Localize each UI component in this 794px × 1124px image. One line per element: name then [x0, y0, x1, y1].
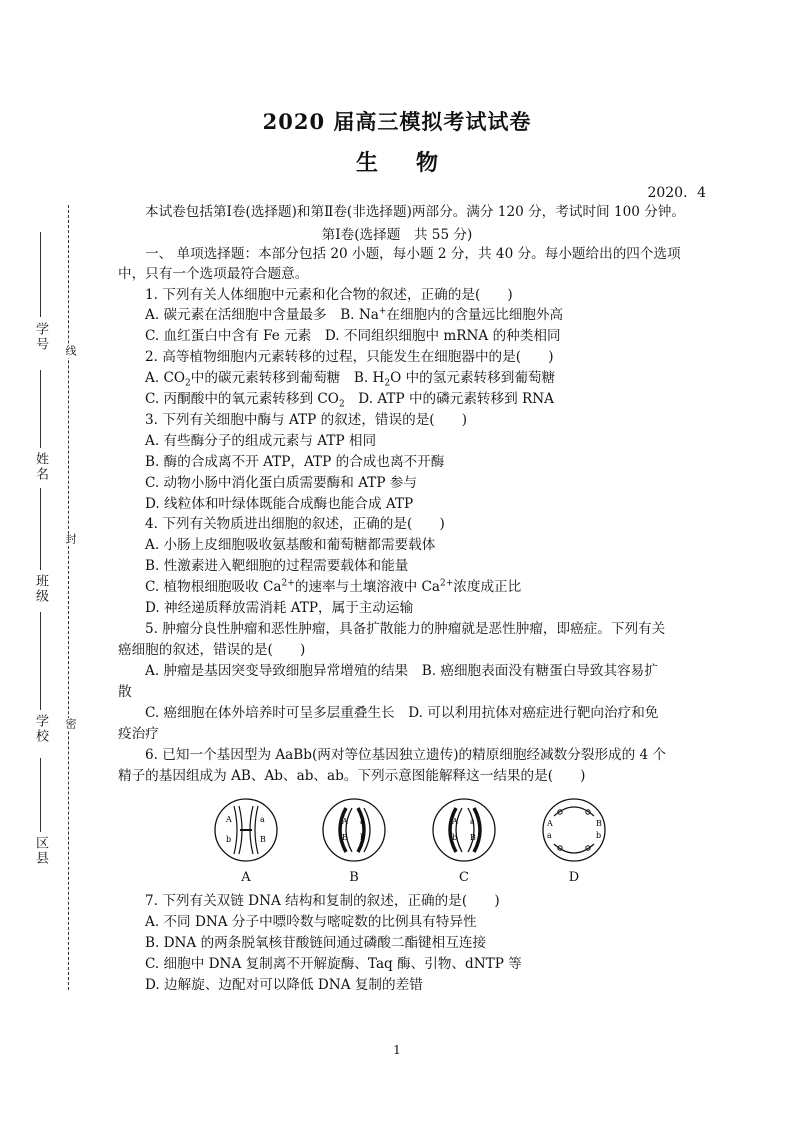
margin-quxian-blank [40, 758, 41, 832]
q1-options-ab [145, 305, 745, 325]
binding-dashed-line [68, 205, 69, 990]
margin-xuexiao-label: 学校 [33, 714, 48, 744]
gene-label: b [360, 833, 366, 842]
q6-diagram-c [430, 796, 498, 864]
margin-banji-blank [40, 488, 41, 570]
gene-label: B [470, 833, 476, 842]
margin-banji-label: 班级 [33, 574, 48, 604]
subject-title: 生物 [355, 150, 476, 176]
q7-option-d: D. 边解旋、边配对可以降低 DNA 复制的差错 [145, 977, 423, 993]
q6-diagram-b [320, 796, 388, 864]
q2-stem: 2. 高等植物细胞内元素转移的过程，只能发生在细胞器中的是( ) [145, 349, 554, 365]
margin-xuehao-blank [40, 232, 41, 317]
q3-option-d: D. 线粒体和叶绿体既能合成酶也能合成 ATP [145, 496, 414, 512]
exam-date: 2020．4 [647, 185, 706, 201]
q4-option-b: B. 性激素进入靶细胞的过程需要载体和能量 [145, 558, 409, 574]
q6-diagram-d [540, 796, 608, 864]
gene-label: a [547, 831, 552, 840]
margin-mi-mark: 密 [64, 718, 77, 731]
q6-diagram-a [212, 796, 280, 864]
section1-line1: 一、 单项选择题：本部分包括 20 小题，每小题 2 分，共 40 分。每小题给出的四个选项 [145, 246, 681, 262]
q2-option-c: C. 丙酮酸中的氧元素转移到 $CO_2$ [145, 391, 345, 410]
q1-option-d: D. 不同组织细胞中 mRNA 的种类相同 [324, 328, 561, 344]
gene-label: B [596, 819, 602, 828]
section1-line2: 中，只有一个选项最符合题意。 [118, 266, 309, 282]
q4-option-d: D. 神经递质释放需消耗 ATP，属于主动运输 [145, 600, 414, 616]
q3-stem: 3. 下列有关细胞中酶与 ATP 的叙述，错误的是( ) [145, 412, 468, 428]
q7-stem: 7. 下列有关双链 DNA 结构和复制的叙述，正确的是( ) [145, 893, 500, 909]
margin-xingming-blank [40, 370, 41, 448]
gene-label: b [226, 835, 232, 844]
q1-options-cd [145, 326, 745, 346]
q2-option-a: A. $CO_2$中的碳元素转移到葡萄糖 [145, 370, 341, 389]
gene-label: b [452, 833, 458, 842]
q6-label-b: B [349, 870, 359, 885]
q6-label-d: D [568, 870, 580, 885]
margin-xuexiao-blank [40, 612, 41, 710]
part1-title: 第Ⅰ卷(选择题 共 55 分) [321, 227, 473, 243]
margin-xian-mark: 线 [64, 345, 77, 358]
gene-label: A [452, 817, 458, 826]
gene-label: A [547, 819, 553, 828]
q5-stem-line2: 癌细胞的叙述，错误的是( ) [118, 642, 306, 658]
q1-option-c: C. 血红蛋白中含有 Fe 元素 [145, 328, 312, 344]
q4-option-a: A. 小肠上皮细胞吸收氨基酸和葡萄糖都需要载体 [145, 537, 436, 553]
q2-option-b: B. $H_2O$ 中的氢元素转移到葡萄糖 [353, 370, 556, 389]
q6-label-c: C [459, 870, 469, 885]
q3-option-a: A. 有些酶分子的组成元素与 ATP 相同 [145, 433, 377, 449]
q1-option-b: B. Na+在细胞内的含量远比细胞外高 [340, 306, 564, 323]
q4-stem: 4. 下列有关物质进出细胞的叙述，正确的是( ) [145, 516, 445, 532]
q3-option-b: B. 酶的合成离不开 ATP，ATP 的合成也离不开酶 [145, 454, 445, 470]
gene-label: a [360, 817, 365, 826]
gene-label: b [596, 831, 602, 840]
q5-options-ab-line2: 散 [118, 684, 132, 700]
q7-option-c: C. 细胞中 DNA 复制离不开解旋酶、Taq 酶、引物、dNTP 等 [145, 956, 522, 972]
q6-label-a: A [241, 870, 251, 885]
q6-stem-line2: 精子的基因组成为 AB、Ab、ab、ab。下列示意图能解释这一结果的是( ) [118, 768, 586, 784]
q2-option-d: D. ATP 中的磷元素转移到 RNA [358, 391, 554, 407]
q7-option-b: B. DNA 的两条脱氧核苷酸链间通过磷酸二酯键相互连接 [145, 935, 487, 951]
gene-label: B [342, 833, 348, 842]
gene-label: A [226, 815, 232, 824]
q1-option-a: A. 碳元素在活细胞中含量最多 [145, 307, 327, 323]
gene-label: A [342, 817, 348, 826]
q5-options-ab-line1: A. 肿瘤是基因突变导致细胞异常增殖的结果 B. 癌细胞表面没有糖蛋白导致其容易扩 [145, 663, 658, 679]
q5-options-cd-line2: 疫治疗 [118, 726, 159, 742]
q2-options-ab [145, 368, 745, 388]
q3-option-c: C. 动物小肠中消化蛋白质需要酶和 ATP 参与 [145, 475, 417, 491]
exam-intro: 本试卷包括第Ⅰ卷(选择题)和第Ⅱ卷(非选择题)两部分。满分 120 分，考试时间 100 分钟。 [145, 204, 685, 220]
q5-stem-line1: 5. 肿瘤分良性肿瘤和恶性肿瘤，具备扩散能力的肿瘤就是恶性肿瘤，即癌症。下列有关 [145, 621, 666, 637]
margin-quxian-label: 区县 [33, 836, 48, 866]
q1-stem: 1. 下列有关人体细胞中元素和化合物的叙述，正确的是( ) [145, 287, 513, 303]
q6-stem-line1: 6. 已知一个基因型为 AaBb(两对等位基因独立遗传)的精原细胞经减数分裂形成的 4 个 [145, 747, 667, 763]
gene-label: a [260, 815, 265, 824]
gene-label: a [470, 817, 475, 826]
q7-option-a: A. 不同 DNA 分子中嘌呤数与嘧啶数的比例具有特异性 [145, 914, 477, 930]
margin-xuehao-label: 学号 [33, 322, 48, 352]
q2-options-cd [145, 389, 745, 409]
exam-title: 2020 届高三模拟考试试卷 [262, 109, 532, 134]
gene-label: B [260, 835, 266, 844]
page-number: 1 [393, 1043, 401, 1057]
margin-xingming-label: 姓名 [33, 452, 48, 482]
q4-option-c: C. 植物根细胞吸收 $Ca^{2+}$的速率与土壤溶液中 $Ca^{2+}$浓度成正比 [145, 578, 522, 595]
margin-feng-mark: 封 [64, 533, 77, 546]
q5-options-cd-line1: C. 癌细胞在体外培养时可呈多层重叠生长 D. 可以利用抗体对癌症进行靶向治疗和免 [145, 705, 659, 721]
